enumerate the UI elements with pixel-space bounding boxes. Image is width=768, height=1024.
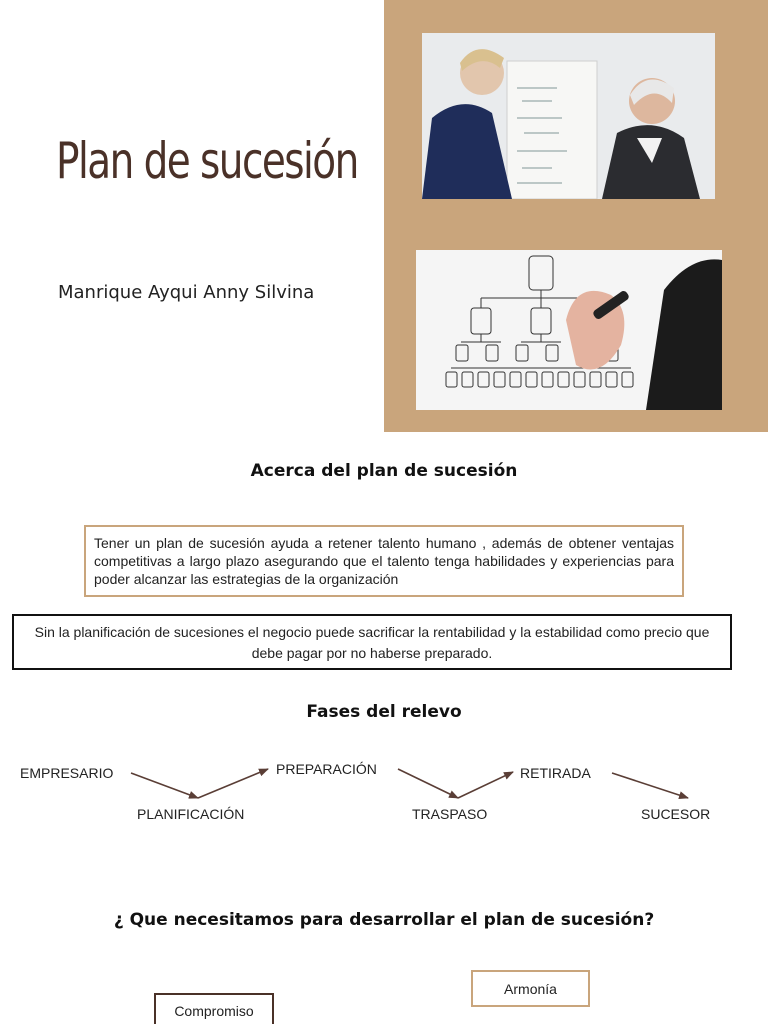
arrow-2 bbox=[198, 769, 268, 798]
arrow-3 bbox=[398, 769, 458, 798]
author-name: Manrique Ayqui Anny Silvina bbox=[58, 282, 315, 303]
need-compromiso-box: Compromiso bbox=[154, 993, 274, 1024]
phase-planificacion: PLANIFICACIÓN bbox=[137, 806, 245, 822]
page-title: Plan de sucesión bbox=[56, 132, 358, 190]
phase-sucesor: SUCESOR bbox=[641, 806, 711, 822]
meeting-photo bbox=[422, 33, 715, 199]
phase-retirada: RETIRADA bbox=[520, 765, 591, 781]
org-chart-photo bbox=[416, 250, 722, 410]
about-heading: Acerca del plan de sucesión bbox=[250, 461, 518, 481]
arrow-4 bbox=[458, 772, 513, 798]
needs-heading: ¿ Que necesitamos para desarrollar el plan de sucesión? bbox=[113, 910, 655, 930]
phases-heading: Fases del relevo bbox=[306, 702, 462, 722]
arrow-5 bbox=[612, 773, 688, 798]
phase-preparacion: PREPARACIÓN bbox=[276, 761, 377, 777]
phase-traspaso: TRASPASO bbox=[412, 806, 488, 822]
about-paragraph-box: Tener un plan de sucesión ayuda a retener talento humano , además de obtener ventajas competitivas a largo plazo asegurando que el talento tenga habilidades y experiencias para poder alcanzar las estrategias de la organización bbox=[84, 525, 684, 597]
warning-box: Sin la planificación de sucesiones el negocio puede sacrificar la rentabilidad y la estabilidad como precio que debe pagar por no haberse preparado. bbox=[12, 614, 732, 670]
arrow-1 bbox=[131, 773, 198, 798]
need-armonia-box: Armonía bbox=[471, 970, 590, 1007]
phase-empresario: EMPRESARIO bbox=[20, 765, 114, 781]
